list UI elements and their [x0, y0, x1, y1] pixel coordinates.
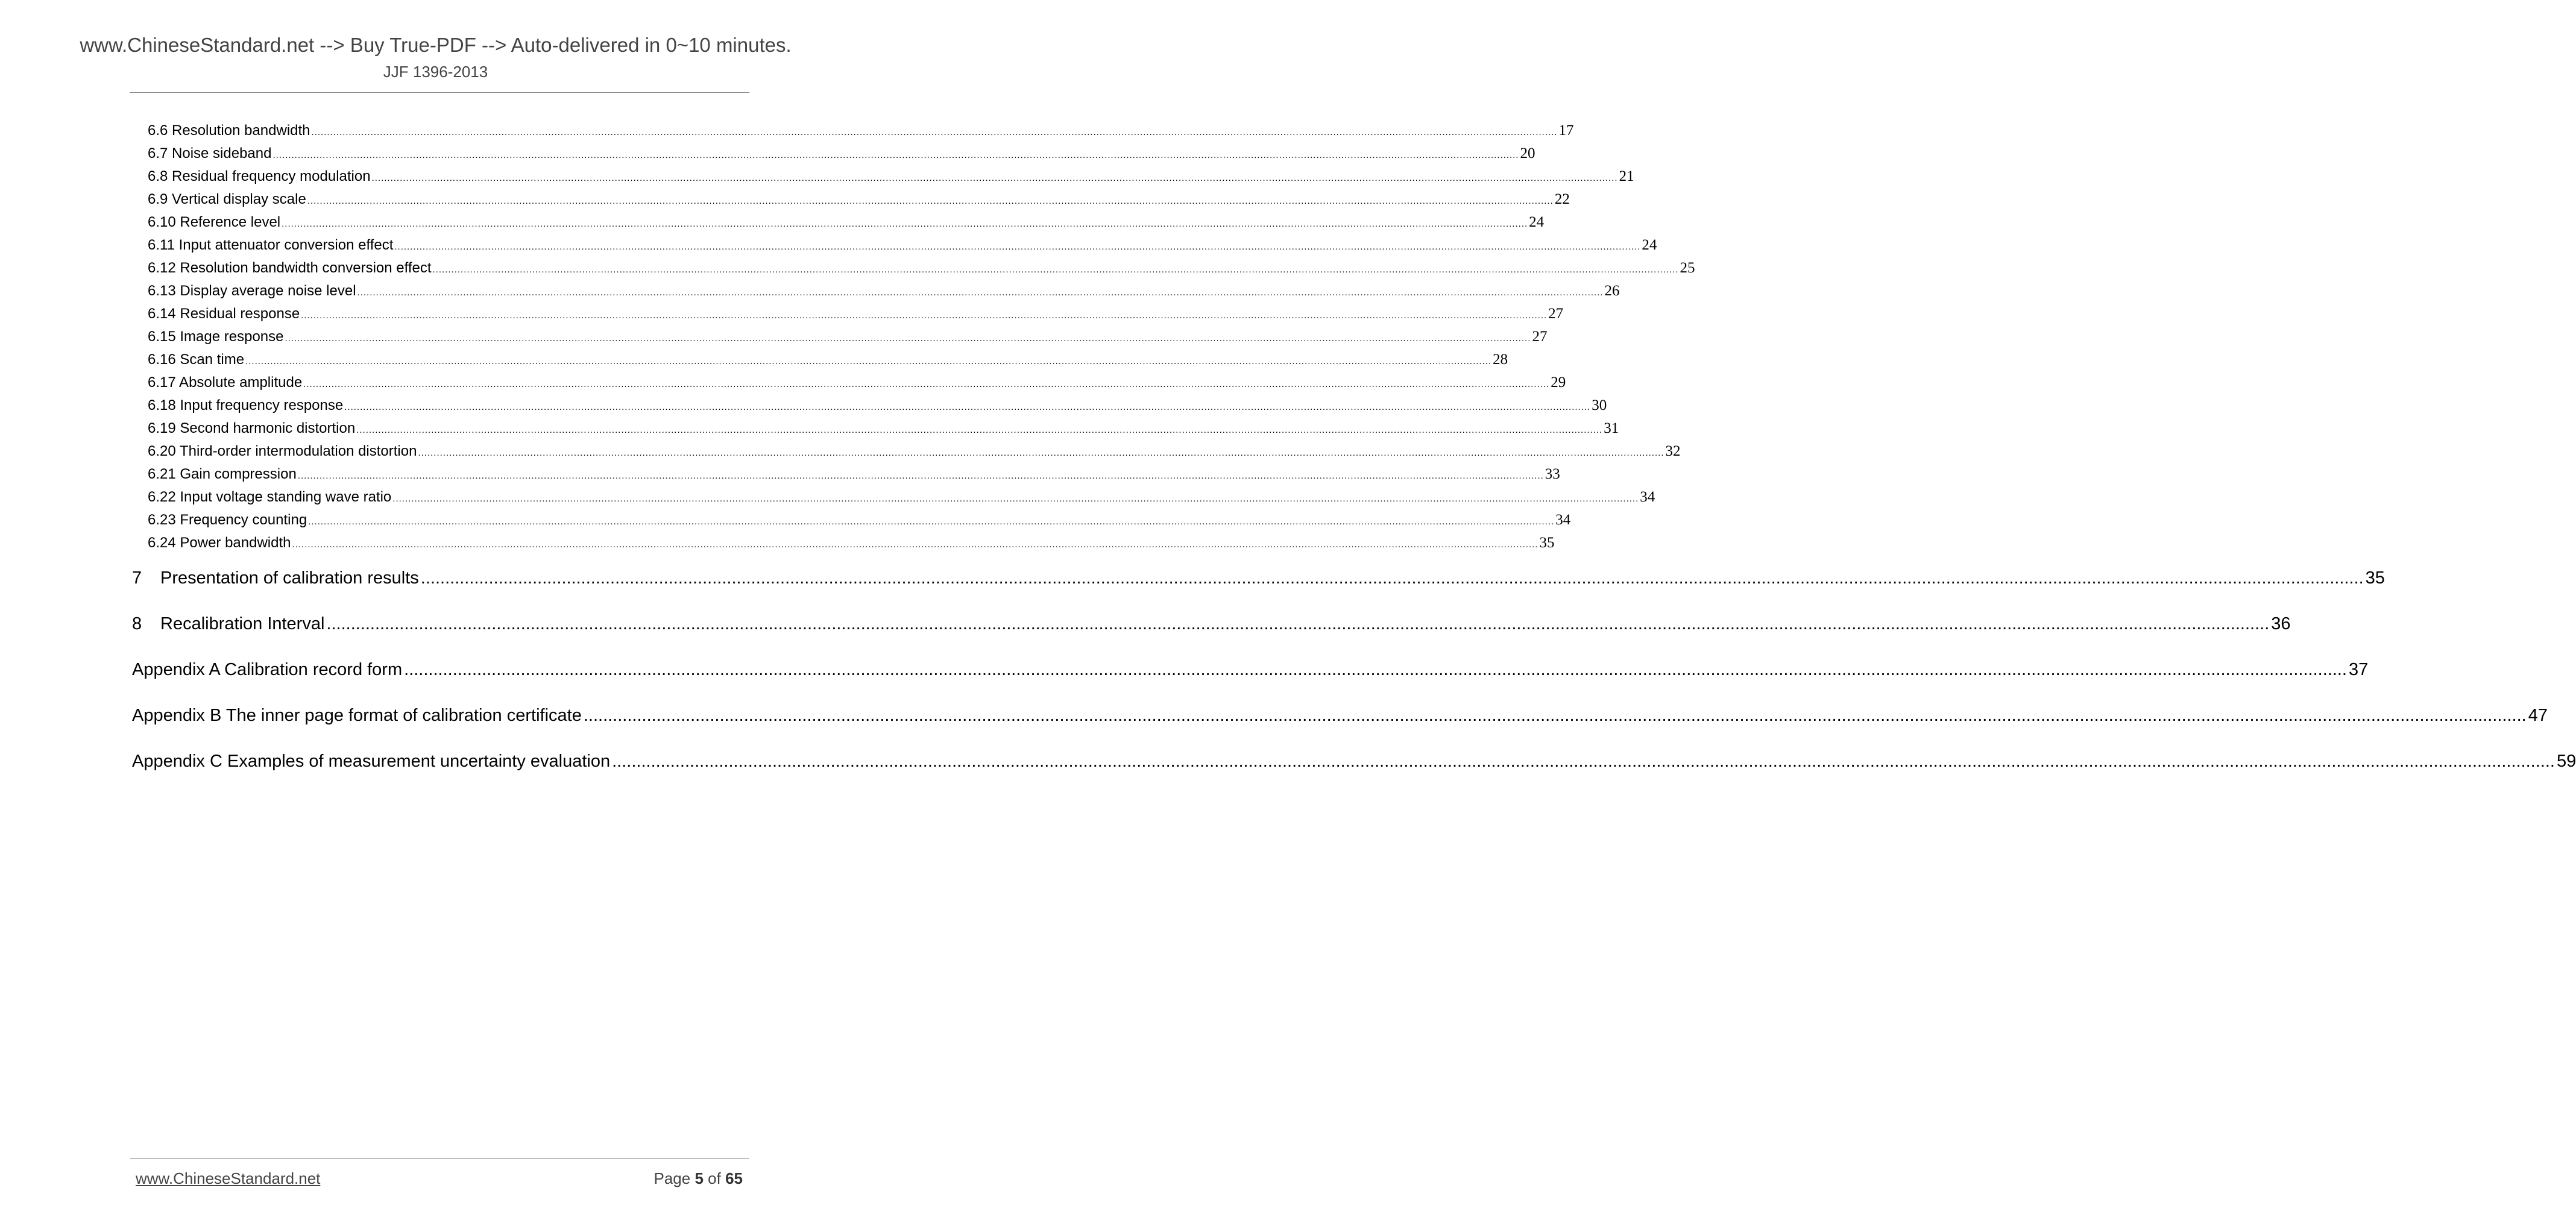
- toc-entry-page: 34: [1555, 512, 1571, 528]
- toc-entry-page: 20: [1520, 145, 1535, 162]
- toc-entry-label: 6.19 Second harmonic distortion: [148, 420, 356, 436]
- toc-entry-label: 6.13 Display average noise level: [148, 283, 356, 299]
- toc-entry-label: 6.7 Noise sideband: [148, 145, 272, 162]
- toc-entry-page: 26: [1604, 283, 1620, 299]
- toc-entry-label: 6.14 Residual response: [148, 306, 300, 322]
- toc-leader: ................................................................................................................................................................................................................................................................................................................................................................................................................: [404, 660, 2347, 679]
- toc-section-page: 59: [2556, 752, 2576, 771]
- toc-leader: ................................................................................................................................................................................................................................................................................................................................................................................................................: [583, 706, 2527, 725]
- toc-leader: ................................................................................................................................................................................................................................................................................................................................................................................................................: [285, 333, 1531, 344]
- header-divider: [130, 92, 749, 93]
- toc-entry-label: 6.23 Frequency counting: [148, 512, 307, 528]
- toc-section-number: 8: [132, 614, 142, 633]
- toc-section-title: [132, 568, 419, 588]
- toc-entry[interactable]: [148, 328, 1548, 351]
- toc-entry-label: 6.21 Gain compression: [148, 466, 297, 482]
- toc-entry[interactable]: [148, 512, 1571, 535]
- toc-entry[interactable]: [148, 374, 1566, 397]
- toc-entry[interactable]: [148, 145, 1535, 168]
- toc-entry-label: 6.18 Input frequency response: [148, 397, 344, 413]
- footer-divider: [130, 1158, 749, 1159]
- toc-entry-page: 24: [1642, 237, 1657, 253]
- toc-entry-page: 27: [1532, 328, 1548, 345]
- toc-section[interactable]: [132, 752, 2576, 779]
- toc-leader: ................................................................................................................................................................................................................................................................................................................................................................................................................: [292, 539, 1538, 550]
- page-prefix: Page: [653, 1169, 691, 1187]
- toc-entry-page: 33: [1545, 466, 1560, 482]
- toc-entry-label: 6.24 Power bandwidth: [148, 535, 291, 551]
- toc-entry[interactable]: [148, 191, 1570, 214]
- toc-entry-page: 17: [1558, 122, 1574, 139]
- toc-section-label: Appendix A Calibration record form: [132, 660, 403, 679]
- toc-leader: ................................................................................................................................................................................................................................................................................................................................................................................................................: [308, 517, 1555, 527]
- toc-section-page: 37: [2349, 660, 2369, 679]
- toc-entry-label: 6.20 Third-order intermodulation distortion: [148, 443, 417, 459]
- page-of: of: [708, 1169, 721, 1187]
- toc-section-label: Appendix C Examples of measurement uncertainty evaluation: [132, 752, 611, 771]
- toc-leader: ................................................................................................................................................................................................................................................................................................................................................................................................................: [418, 448, 1664, 458]
- toc-entry-page: 21: [1619, 168, 1634, 184]
- toc-leader: ................................................................................................................................................................................................................................................................................................................................................................................................................: [303, 379, 1550, 389]
- toc-leader: ................................................................................................................................................................................................................................................................................................................................................................................................................: [394, 242, 1641, 252]
- toc-leader: ................................................................................................................................................................................................................................................................................................................................................................................................................: [357, 288, 1604, 298]
- toc-leader: ................................................................................................................................................................................................................................................................................................................................................................................................................: [282, 219, 1528, 229]
- toc-entry-label: 6.16 Scan time: [148, 351, 245, 368]
- page-number: [653, 1169, 743, 1188]
- toc-section[interactable]: [132, 660, 2369, 688]
- document-code: JJF 1396-2013: [383, 63, 488, 81]
- toc-entry[interactable]: [148, 260, 1695, 283]
- toc-entry[interactable]: [148, 168, 1634, 191]
- toc-entry[interactable]: [148, 237, 1657, 260]
- toc-leader: ................................................................................................................................................................................................................................................................................................................................................................................................................: [356, 425, 1603, 435]
- toc-leader: ................................................................................................................................................................................................................................................................................................................................................................................................................: [307, 196, 1554, 206]
- toc-entry-label: 6.17 Absolute amplitude: [148, 374, 303, 391]
- toc-section[interactable]: [132, 706, 2548, 734]
- page-total: 65: [725, 1169, 743, 1187]
- toc-entry-label: 6.22 Input voltage standing wave ratio: [148, 489, 392, 505]
- header-banner: www.ChineseStandard.net --> Buy True-PDF --> Auto-delivered in 0~10 minutes.: [80, 34, 792, 56]
- toc-leader: ................................................................................................................................................................................................................................................................................................................................................................................................................: [311, 127, 1558, 137]
- toc-section-label: Appendix B The inner page format of calibration certificate: [132, 706, 582, 725]
- toc-section-label: Presentation of calibration results: [160, 568, 419, 588]
- toc-entry[interactable]: [148, 489, 1655, 512]
- toc-section-page: 47: [2528, 706, 2548, 725]
- toc-entry-page: 35: [1539, 535, 1555, 551]
- toc-leader: ................................................................................................................................................................................................................................................................................................................................................................................................................: [326, 614, 2270, 633]
- toc-entry-label: 6.9 Vertical display scale: [148, 191, 306, 207]
- toc-entry-label: 6.6 Resolution bandwidth: [148, 122, 310, 139]
- toc-entry-page: 28: [1493, 351, 1508, 368]
- toc-entry-label: 6.15 Image response: [148, 328, 284, 345]
- toc-section-page: 35: [2365, 568, 2385, 588]
- toc-entry-label: 6.12 Resolution bandwidth conversion effect: [148, 260, 432, 276]
- toc-entry-label: 6.10 Reference level: [148, 214, 281, 230]
- toc-entry[interactable]: [148, 420, 1619, 443]
- toc-entry[interactable]: [148, 306, 1564, 328]
- toc-leader: ................................................................................................................................................................................................................................................................................................................................................................................................................: [245, 356, 1492, 366]
- footer-site-link[interactable]: www.ChineseStandard.net: [136, 1169, 321, 1187]
- toc-leader: ................................................................................................................................................................................................................................................................................................................................................................................................................: [297, 471, 1544, 481]
- toc-leader: ................................................................................................................................................................................................................................................................................................................................................................................................................: [612, 752, 2555, 771]
- toc-entry-page: 25: [1680, 260, 1695, 276]
- toc-entry-label: 6.11 Input attenuator conversion effect: [148, 237, 394, 253]
- toc-entry-page: 31: [1604, 420, 1619, 436]
- toc-entry-page: 29: [1551, 374, 1566, 391]
- toc-entry-page: 32: [1665, 443, 1681, 459]
- toc-entry[interactable]: [148, 214, 1545, 237]
- toc-entry[interactable]: [148, 351, 1508, 374]
- toc-leader: ................................................................................................................................................................................................................................................................................................................................................................................................................: [392, 494, 1639, 504]
- toc-entry-page: 27: [1548, 306, 1564, 322]
- toc-section-label: Recalibration Interval: [160, 614, 325, 633]
- toc-entry[interactable]: [148, 466, 1560, 489]
- page-current: 5: [694, 1169, 704, 1187]
- toc-entry-page: 22: [1554, 191, 1570, 207]
- toc-leader: ................................................................................................................................................................................................................................................................................................................................................................................................................: [371, 173, 1618, 183]
- toc-entry[interactable]: [148, 535, 1555, 558]
- toc-section[interactable]: [132, 614, 2291, 642]
- toc-entry-page: 24: [1529, 214, 1545, 230]
- toc-entry-label: 6.8 Residual frequency modulation: [148, 168, 371, 184]
- toc-entry-page: 30: [1592, 397, 1607, 413]
- toc-entry[interactable]: [148, 122, 1574, 145]
- toc-section-page: 36: [2271, 614, 2291, 633]
- toc-section-number: 7: [132, 568, 142, 588]
- toc-section[interactable]: [132, 568, 2385, 596]
- toc-entry[interactable]: [148, 443, 1681, 466]
- toc-entry-page: 34: [1640, 489, 1655, 505]
- toc-entry[interactable]: [148, 283, 1620, 306]
- toc-leader: ................................................................................................................................................................................................................................................................................................................................................................................................................: [272, 150, 1519, 160]
- toc-leader: ................................................................................................................................................................................................................................................................................................................................................................................................................: [432, 265, 1679, 275]
- toc-entry[interactable]: [148, 397, 1607, 420]
- toc-leader: ................................................................................................................................................................................................................................................................................................................................................................................................................: [301, 310, 1548, 321]
- toc-section-title: [132, 614, 324, 634]
- toc-leader: ................................................................................................................................................................................................................................................................................................................................................................................................................: [344, 402, 1591, 412]
- toc-leader: ................................................................................................................................................................................................................................................................................................................................................................................................................: [420, 568, 2364, 588]
